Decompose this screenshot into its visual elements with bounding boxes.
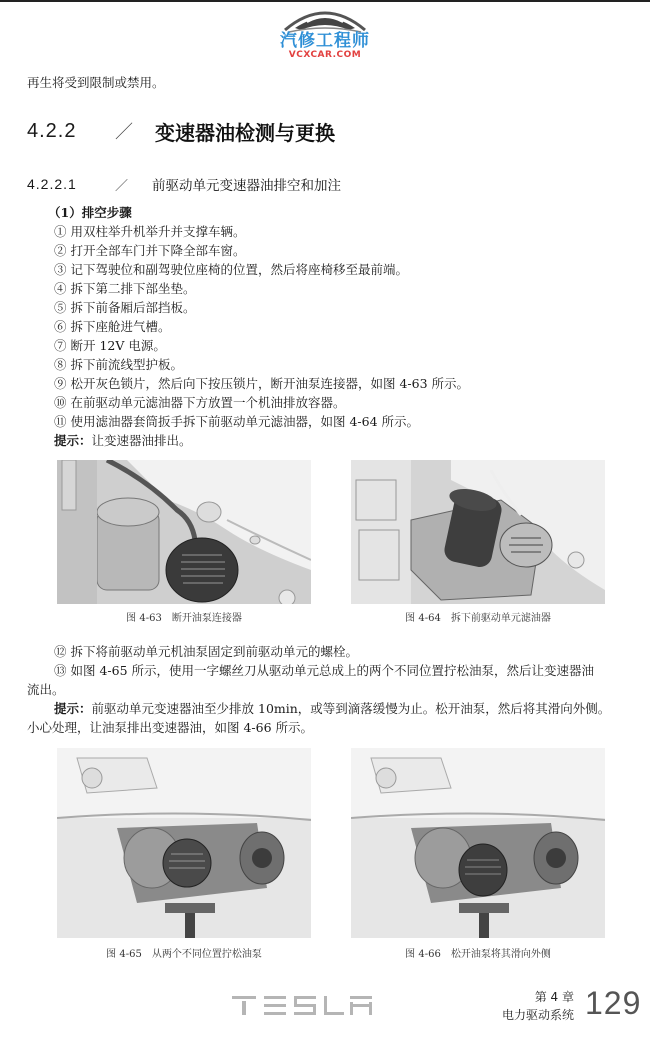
car-silhouette-icon (279, 4, 371, 34)
chapter-number: 第 4 章 (534, 990, 574, 1004)
figure-4-66-caption: 图 4-66 松开油泵将其滑向外侧 (405, 949, 551, 960)
step-10: ⑩ 在前驱动单元滤油器下方放置一个机油排放容器。 (54, 395, 346, 410)
subsection-number: 4.2.2.1 (27, 176, 77, 192)
logo-domain-text: VCXCAR.COM (288, 50, 362, 60)
figure-4-64-caption: 图 4-64 拆下前驱动单元滤油器 (405, 613, 551, 624)
figure-4-65-image (57, 748, 311, 938)
step-5: ⑤ 拆下前备厢后部挡板。 (54, 300, 196, 315)
step-13-line-1: ⑬ 如图 4-65 所示，使用一字螺丝刀从驱动单元总成上的两个不同位置拧松油泵，然后让变速器油 (54, 663, 595, 678)
header-rule (0, 0, 650, 2)
tesla-wordmark (232, 994, 372, 1020)
step-3: ③ 记下驾驶位和副驾驶位座椅的位置，然后将座椅移至最前端。 (54, 262, 408, 277)
section-heading (27, 116, 335, 146)
figure-4-63-caption: 图 4-63 断开油泵连接器 (126, 613, 242, 624)
step-11: ⑪ 使用滤油器套筒扳手拆下前驱动单元滤油器，如图 4-64 所示。 (54, 414, 420, 429)
tip-2-text: 前驱动单元变速器油至少排放 10min，或等到滴落缓慢为止。松开油泵，然后将其滑向外侧。 (91, 701, 611, 716)
subsection-separator: ／ (115, 177, 129, 193)
step-4: ④ 拆下第二排下部坐垫。 (54, 281, 196, 296)
figure-4-64-image (351, 460, 605, 604)
logo-chinese-text: 汽修工程师 (280, 31, 370, 51)
subsection-title: 前驱动单元变速器油排空和加注 (152, 178, 341, 194)
site-logo (258, 4, 392, 66)
step-2: ② 打开全部车门并下降全部车窗。 (54, 243, 246, 258)
figure-4-65-caption: 图 4-65 从两个不同位置拧松油泵 (106, 949, 262, 960)
step-9: ⑨ 松开灰色锁片，然后向下按压锁片，断开油泵连接器，如图 4-63 所示。 (54, 376, 470, 391)
subsection-heading (27, 174, 341, 194)
page-number: 129 (585, 985, 642, 1021)
tesla-logo-icon (232, 994, 372, 1016)
step-8: ⑧ 拆下前流线型护板。 (54, 357, 183, 372)
tip-1 (54, 431, 192, 451)
loosen-oil-pump-illustration (57, 748, 311, 938)
step-6: ⑥ 拆下座舱进气槽。 (54, 319, 171, 334)
step-7: ⑦ 断开 12V 电源。 (54, 338, 166, 353)
filter-removal-illustration (351, 460, 605, 604)
procedure-heading: （1）排空步骤 (48, 205, 132, 220)
tip-1-label: 提示： (54, 433, 92, 448)
tip-1-text: 让变速器油排出。 (91, 433, 192, 448)
chapter-title: 电力驱动系统 (501, 1008, 574, 1022)
section-number: 4.2.2 (27, 119, 77, 142)
tip-2-line-2: 小心处理，让油泵排出变速器油，如图 4-66 所示。 (27, 720, 314, 735)
tip-2-line-1 (54, 699, 610, 719)
footer-chapter-info (500, 988, 574, 1024)
section-separator: ／ (115, 122, 133, 142)
figure-4-63-image (57, 460, 311, 604)
oil-pump-connector-illustration (57, 460, 311, 604)
figure-4-66-image (351, 748, 605, 938)
section-title: 变速器油检测与更换 (155, 120, 335, 145)
tip-2-label: 提示： (54, 701, 92, 716)
step-12: ⑫ 拆下将前驱动单元机油泵固定到前驱动单元的螺栓。 (54, 644, 358, 659)
slide-oil-pump-illustration (351, 748, 605, 938)
step-1: ① 用双柱举升机举升并支撑车辆。 (54, 224, 246, 239)
intro-line: 再生将受到限制或禁用。 (27, 75, 165, 90)
step-13-line-2: 流出。 (27, 682, 65, 697)
